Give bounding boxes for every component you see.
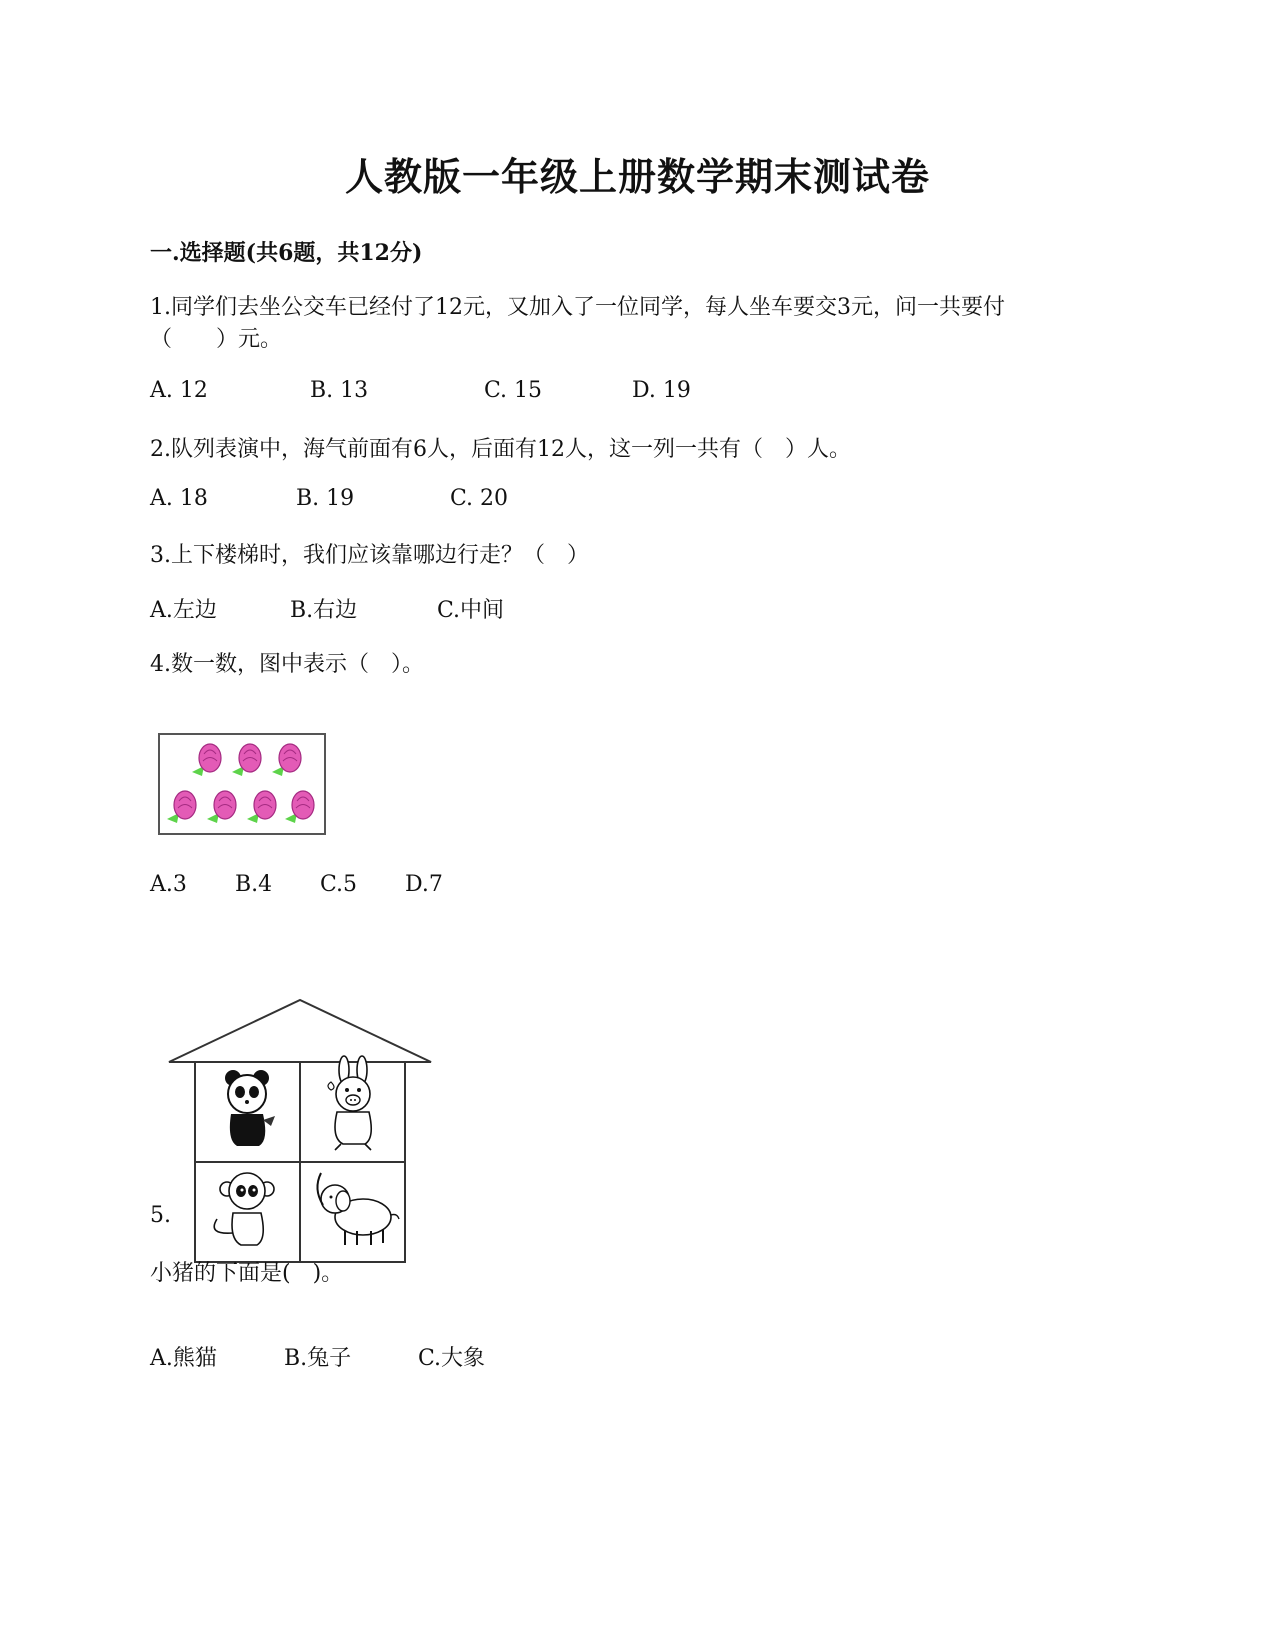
section-heading: 一.选择题(共6题，共12分)	[150, 240, 423, 266]
option-d: D. 19	[632, 378, 691, 403]
option-a: A.熊猫	[150, 1346, 217, 1371]
option-a: A. 18	[150, 486, 208, 511]
question-5-number: 5.	[150, 1203, 171, 1228]
option-c: C.大象	[418, 1346, 486, 1371]
animal-house-figure	[165, 995, 435, 1275]
option-b: B. 19	[296, 486, 355, 511]
option-a: A.3	[150, 872, 187, 897]
option-b: B.4	[235, 872, 273, 897]
question-3-text: 3.上下楼梯时，我们应该靠哪边行走？（ ）	[150, 543, 589, 568]
option-c: C. 20	[450, 486, 509, 511]
option-b: B.兔子	[284, 1346, 352, 1371]
option-c: C. 15	[484, 378, 543, 403]
question-4-text: 4.数一数，图中表示（ ）。	[150, 652, 424, 677]
option-c: C.中间	[437, 598, 505, 623]
option-b: B.右边	[290, 598, 358, 623]
page-title: 人教版一年级上册数学期末测试卷	[344, 154, 930, 199]
option-d: D.7	[405, 872, 443, 897]
question-1-text-line1: 1.同学们去坐公交车已经付了12元，又加入了一位同学，每人坐车要交3元，问一共要付	[150, 295, 1005, 320]
option-a: A. 12	[150, 378, 208, 403]
flowers-figure	[155, 730, 335, 840]
roof	[169, 1000, 431, 1062]
question-1-text-line2: （ ）元。	[150, 327, 283, 352]
question-2-text: 2.队列表演中，海气前面有6人，后面有12人，这一列一共有（ ）人。	[150, 437, 851, 462]
option-c: C.5	[320, 872, 358, 897]
question-5-text: 小猪的下面是( )。	[150, 1261, 344, 1286]
option-b: B. 13	[310, 378, 369, 403]
option-a: A.左边	[150, 598, 217, 623]
